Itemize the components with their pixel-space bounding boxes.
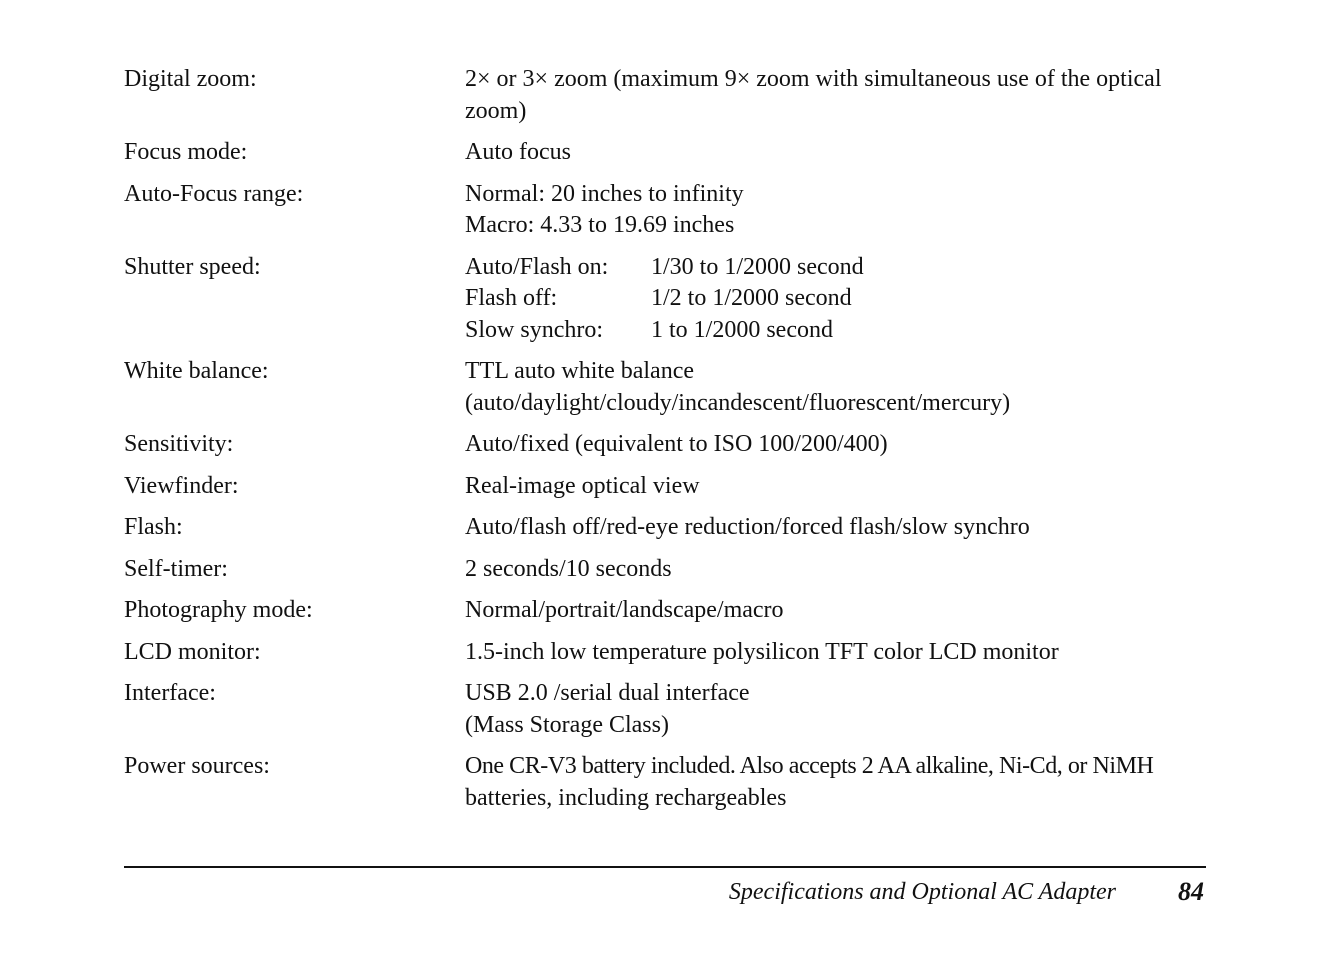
- spec-value-line: batteries, including rechargeables: [465, 784, 787, 811]
- spec-row-auto-focus-range: [124, 179, 1209, 242]
- spec-value: [465, 595, 1209, 627]
- spec-value: [465, 356, 1209, 419]
- spec-value: [465, 429, 1209, 461]
- spec-label: LCD monitor:: [124, 638, 261, 665]
- page-number: 84: [1178, 877, 1204, 906]
- spec-value-line: Normal: 20 inches to infinity: [465, 180, 744, 207]
- spec-value-line: Auto/fixed (equivalent to ISO 100/200/400): [465, 431, 888, 457]
- spec-row-sensitivity: [124, 429, 1209, 461]
- spec-row-interface: [124, 678, 1209, 741]
- spec-label: Power sources:: [124, 753, 270, 779]
- spec-value: [465, 64, 1209, 127]
- spec-value: [465, 678, 1209, 741]
- spec-value-line: 2× or 3× zoom (maximum 9× zoom with simultaneous use of the optical: [465, 66, 1162, 92]
- spec-row-flash: [124, 512, 1209, 544]
- spec-list: [124, 64, 1209, 824]
- shutter-pair-auto-flash-on: [465, 252, 1209, 284]
- shutter-mode-value: 1/2 to 1/2000 second: [651, 285, 852, 311]
- spec-label: Sensitivity:: [124, 431, 234, 457]
- footer-section-title: Specifications and Optional AC Adapter: [728, 879, 1116, 905]
- spec-row-focus-mode: [124, 137, 1209, 169]
- spec-row-lcd-monitor: [124, 637, 1209, 669]
- spec-value-line: TTL auto white balance: [465, 358, 695, 384]
- spec-value-line: Auto/flash off/red-eye reduction/forced flash/slow synchro: [465, 514, 1030, 540]
- spec-label: Interface:: [124, 680, 216, 706]
- shutter-mode-value: 1 to 1/2000 second: [651, 316, 833, 343]
- spec-value: [465, 554, 1209, 586]
- shutter-mode-value: 1/30 to 1/2000 second: [651, 253, 864, 280]
- spec-label: Viewfinder:: [124, 472, 239, 499]
- spec-value: [465, 252, 1209, 347]
- spec-row-viewfinder: [124, 471, 1209, 503]
- shutter-mode-label: Slow synchro:: [465, 316, 603, 343]
- spec-value-line: Normal/portrait/landscape/macro: [465, 597, 784, 623]
- spec-label: Focus mode:: [124, 139, 248, 165]
- spec-row-white-balance: [124, 356, 1209, 419]
- shutter-mode-label: Auto/Flash on:: [465, 253, 609, 280]
- shutter-pair-slow-synchro: [465, 315, 1209, 347]
- shutter-mode-label: Flash off:: [465, 285, 558, 311]
- spec-value: [465, 751, 1209, 814]
- spec-value-line: (Mass Storage Class): [465, 711, 669, 738]
- spec-value-line: 2 seconds/10 seconds: [465, 555, 672, 582]
- spec-value: [465, 637, 1209, 669]
- page-footer: [124, 875, 1206, 909]
- spec-value: [465, 137, 1209, 169]
- spec-label: Self-timer:: [124, 555, 228, 582]
- spec-row-shutter-speed: [124, 252, 1209, 347]
- shutter-pair-flash-off: [465, 283, 1209, 315]
- spec-row-power-sources: [124, 751, 1209, 814]
- spec-label: White balance:: [124, 358, 269, 384]
- spec-row-photography-mode: [124, 595, 1209, 627]
- spec-row-self-timer: [124, 554, 1209, 586]
- spec-value-line: zoom): [465, 97, 527, 124]
- spec-value-line: USB 2.0 /serial dual interface: [465, 680, 750, 706]
- spec-label: Digital zoom:: [124, 66, 257, 92]
- spec-label: Shutter speed:: [124, 253, 261, 280]
- spec-value: [465, 179, 1209, 242]
- spec-value-line: 1.5-inch low temperature polysilicon TFT color LCD monitor: [465, 638, 1059, 665]
- spec-value-line: Macro: 4.33 to 19.69 inches: [465, 212, 735, 238]
- spec-row-digital-zoom: [124, 64, 1209, 127]
- spec-value: [465, 512, 1209, 544]
- spec-label: Auto-Focus range:: [124, 180, 304, 207]
- spec-label: Flash:: [124, 514, 183, 540]
- spec-value-line: (auto/daylight/cloudy/incandescent/fluorescent/mercury): [465, 389, 1011, 416]
- spec-label: Photography mode:: [124, 597, 313, 623]
- spec-value-line: Real-image optical view: [465, 472, 700, 499]
- spec-value-line: One CR-V3 battery included. Also accepts 2 AA alkaline, Ni-Cd, or NiMH: [465, 753, 1154, 779]
- spec-value-line: Auto focus: [465, 139, 571, 165]
- spec-value: [465, 471, 1209, 503]
- footer-divider: [124, 866, 1206, 868]
